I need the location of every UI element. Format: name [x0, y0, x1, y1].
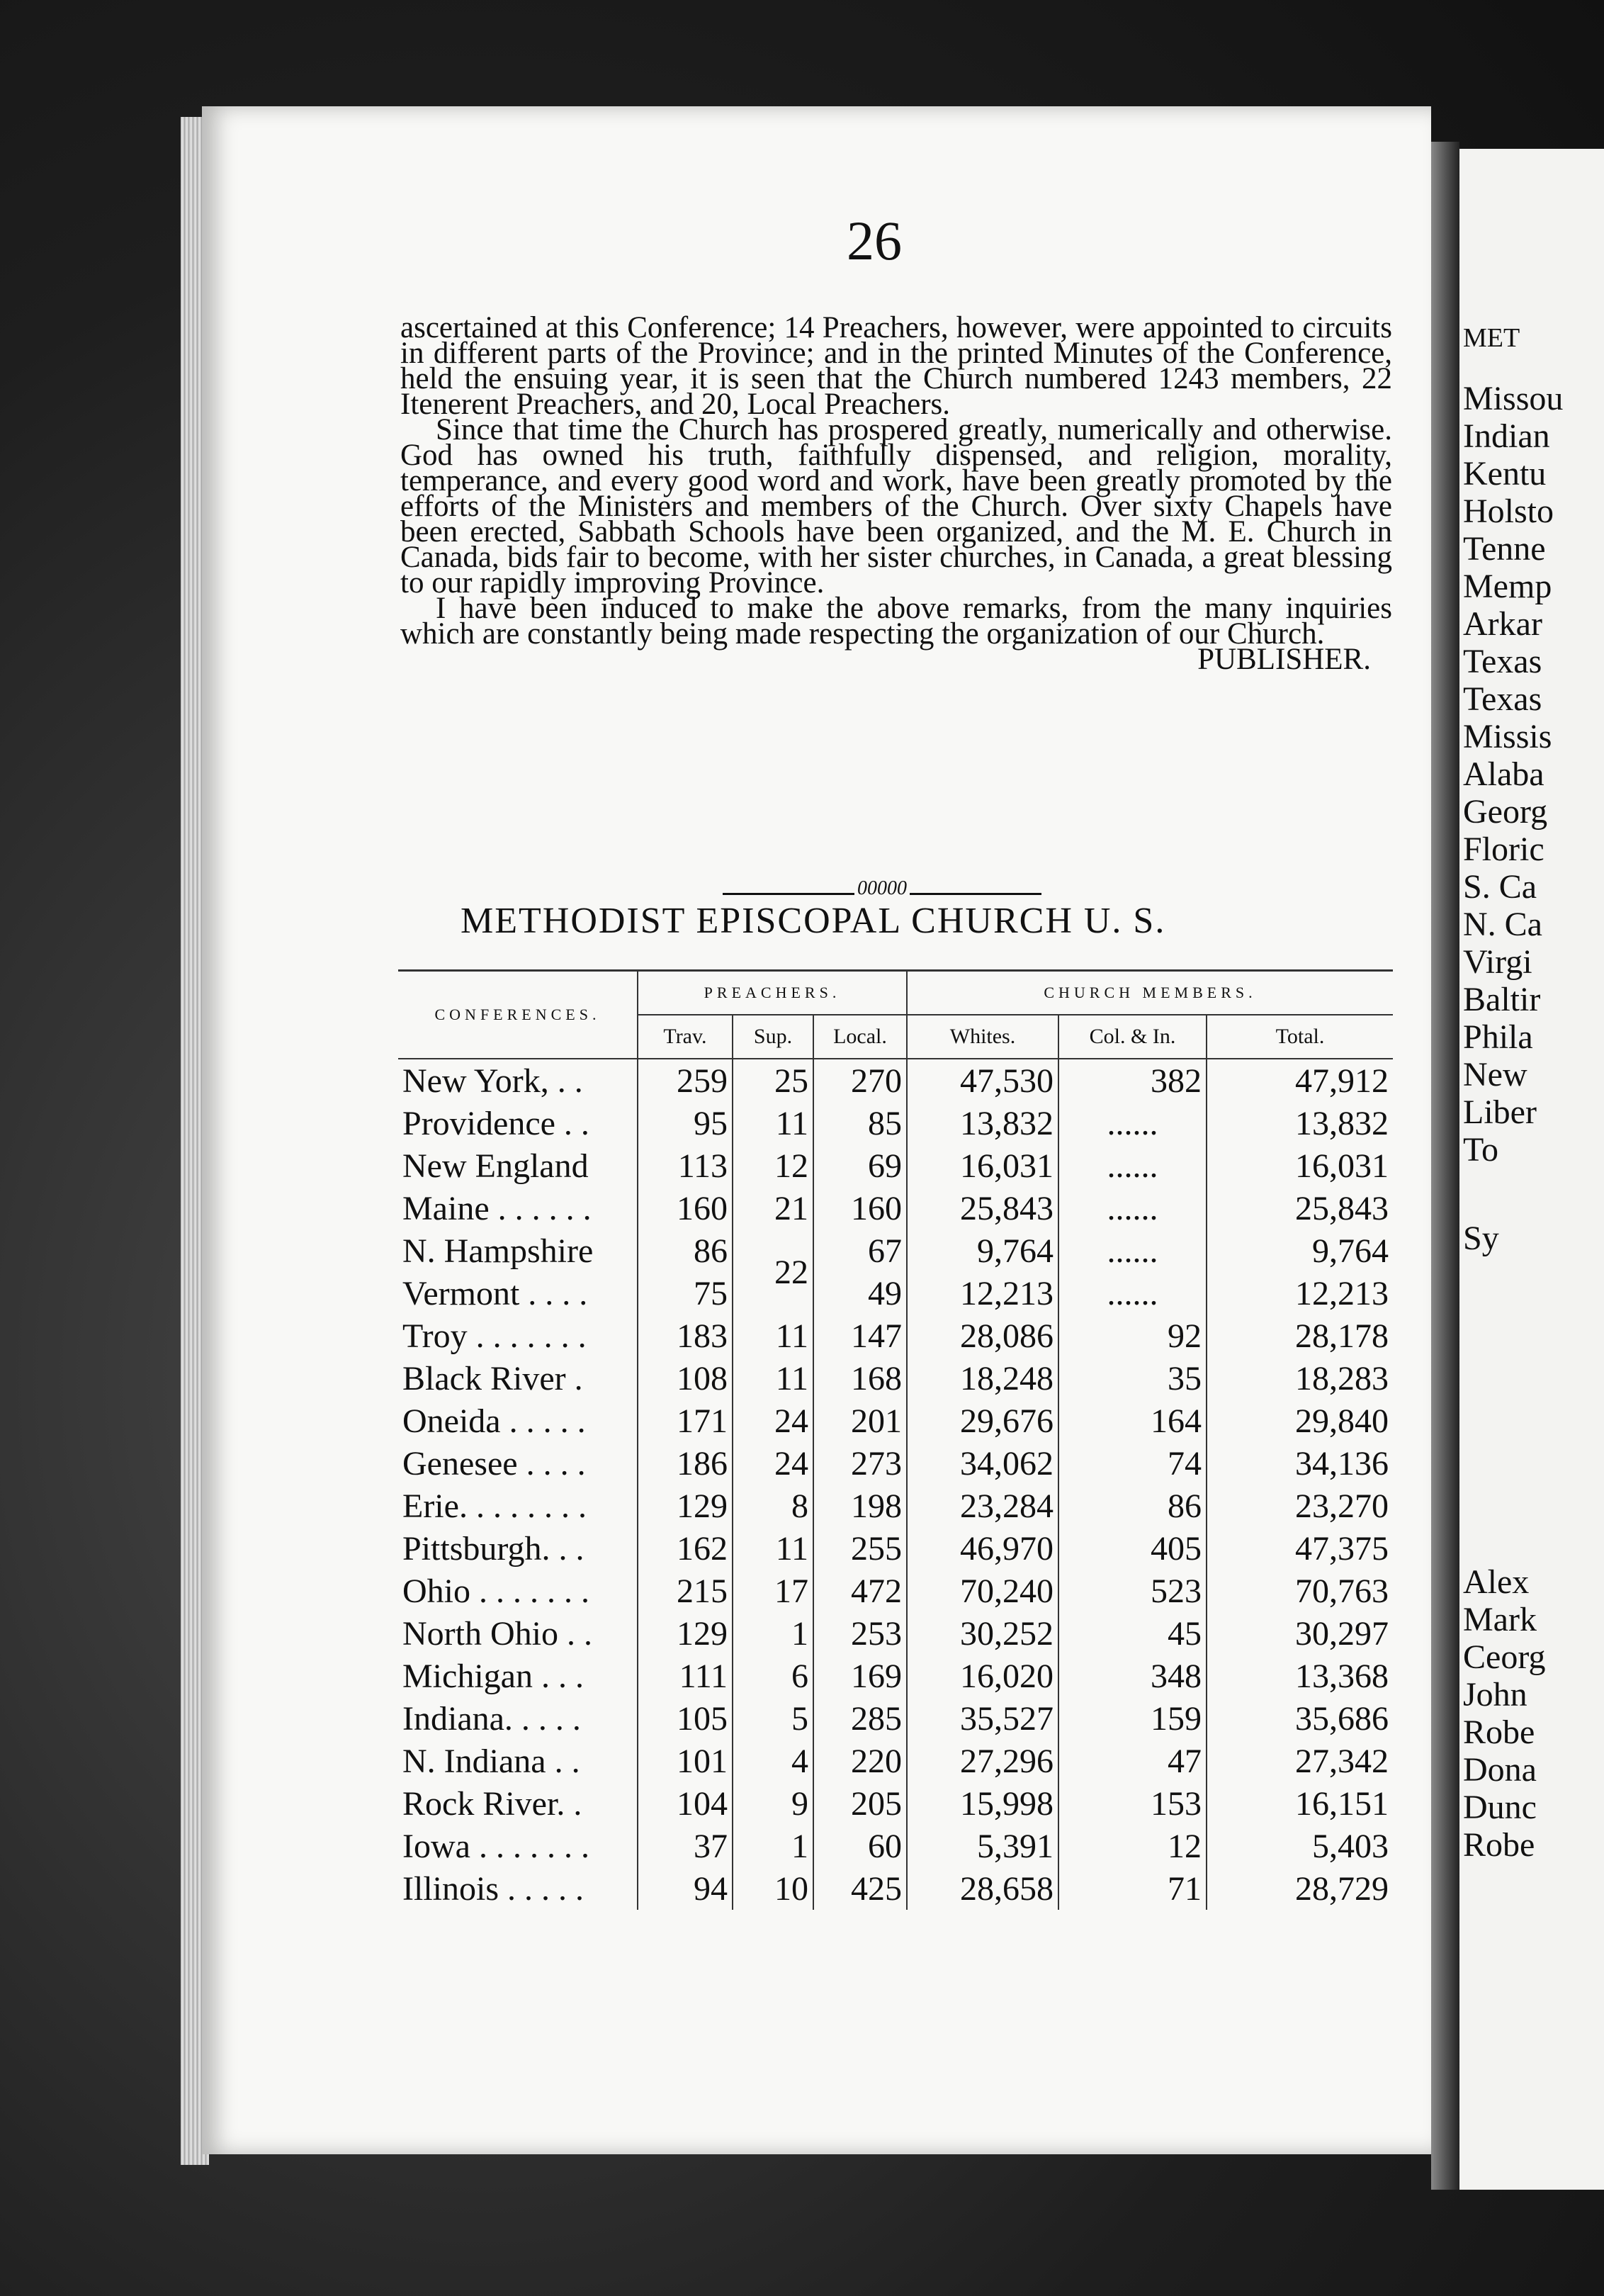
- sup-cell: 24: [733, 1400, 813, 1442]
- conference-name: Indiana. . . . .: [398, 1697, 638, 1740]
- local-cell: 60: [813, 1825, 907, 1867]
- total-cell: 70,763: [1295, 1572, 1389, 1610]
- sup-cell: 11: [733, 1357, 813, 1400]
- conference-name: Maine . . . . . .: [398, 1187, 638, 1229]
- facing-page-line: Indian: [1463, 417, 1550, 455]
- total-cell: 28,729: [1295, 1869, 1389, 1908]
- sup-cell: 11: [733, 1527, 813, 1570]
- whites-cell: 23,284: [907, 1485, 1058, 1527]
- local-cell: 425: [813, 1867, 907, 1910]
- facing-page-line: To: [1463, 1131, 1498, 1169]
- trav-cell: 94: [638, 1867, 733, 1910]
- col-in-cell: 45: [1058, 1612, 1207, 1655]
- facing-page-line: Sy: [1463, 1220, 1499, 1257]
- facing-page-line: Arkar: [1463, 605, 1542, 643]
- trav-cell: 129: [638, 1612, 733, 1655]
- col-in-cell: 92: [1058, 1315, 1207, 1357]
- col-in-cell: 382: [1058, 1059, 1207, 1102]
- table-row: [398, 1655, 1393, 1697]
- signature: PUBLISHER.: [1197, 643, 1371, 676]
- local-cell: 253: [813, 1612, 907, 1655]
- local-cell: 160: [813, 1187, 907, 1229]
- total-cell: 29,840: [1295, 1402, 1389, 1440]
- total-cell: 35,686: [1295, 1699, 1389, 1738]
- col-in-cell: 35: [1058, 1357, 1207, 1400]
- col-in-cell: ......: [1058, 1187, 1207, 1229]
- whites-cell: 12,213: [907, 1272, 1058, 1315]
- total-cell: 27,342: [1295, 1742, 1389, 1780]
- whites-cell: 27,296: [907, 1740, 1058, 1782]
- total-cell: 9,764: [1312, 1232, 1389, 1270]
- facing-page-line: Alex: [1463, 1563, 1530, 1601]
- facing-page-line: Missis: [1463, 718, 1552, 755]
- whites-cell: 35,527: [907, 1697, 1058, 1740]
- table-row: [398, 1059, 1393, 1102]
- whites-cell: 30,252: [907, 1612, 1058, 1655]
- facing-page-line: Liber: [1463, 1093, 1537, 1131]
- sup-cell: 6: [733, 1655, 813, 1697]
- col-in-cell: ......: [1058, 1102, 1207, 1144]
- whites-cell: 28,086: [907, 1315, 1058, 1357]
- table-row: [398, 1442, 1393, 1485]
- facing-page-line: Texas: [1463, 643, 1542, 680]
- local-cell: 168: [813, 1357, 907, 1400]
- sup-cell: 25: [733, 1059, 813, 1102]
- facing-page-line: S. Ca: [1463, 868, 1537, 906]
- conference-name: Michigan . . .: [398, 1655, 638, 1697]
- trav-cell: 95: [638, 1102, 733, 1144]
- conference-name: Erie. . . . . . . .: [398, 1485, 638, 1527]
- local-cell: 273: [813, 1442, 907, 1485]
- trav-cell: 259: [638, 1059, 733, 1102]
- col-in-cell: ......: [1058, 1144, 1207, 1187]
- local-cell: 220: [813, 1740, 907, 1782]
- col-in-cell: 523: [1058, 1570, 1207, 1612]
- facing-page-line: Baltir: [1463, 981, 1541, 1018]
- facing-page-line: Kentu: [1463, 455, 1547, 493]
- facing-page-line: Dunc: [1463, 1789, 1537, 1826]
- conference-name: Pittsburgh. . .: [398, 1527, 638, 1570]
- whites-cell: 5,391: [907, 1825, 1058, 1867]
- conference-name: N. Indiana . .: [398, 1740, 638, 1782]
- sup-cell: 11: [733, 1315, 813, 1357]
- trav-cell: 105: [638, 1697, 733, 1740]
- col-in-cell: 153: [1058, 1782, 1207, 1825]
- facing-page-line: Dona: [1463, 1751, 1537, 1789]
- conference-name: North Ohio . .: [398, 1612, 638, 1655]
- trav-cell: 171: [638, 1400, 733, 1442]
- local-cell: 472: [813, 1570, 907, 1612]
- whites-cell: 47,530: [907, 1059, 1058, 1102]
- trav-cell: 108: [638, 1357, 733, 1400]
- whites-cell: 46,970: [907, 1527, 1058, 1570]
- col-in-cell: 159: [1058, 1697, 1207, 1740]
- trav-cell: 160: [638, 1187, 733, 1229]
- total-cell: 25,843: [1295, 1189, 1389, 1227]
- conference-name: Genesee . . . .: [398, 1442, 638, 1485]
- sup-cell: 8: [733, 1485, 813, 1527]
- local-cell: 85: [813, 1102, 907, 1144]
- facing-page-line: Memp: [1463, 568, 1552, 605]
- paragraph-1: ascertained at this Conference; 14 Preachers, however, were appointed to circuits in different parts of the Province; and in the printed Minutes of the Conference, held the ensuing year, it is seen that the Church numbered 1243 members, 22 Itenerent Preachers, and 20, Local Preachers.: [400, 311, 1392, 421]
- trav-cell: 111: [638, 1655, 733, 1697]
- table-row: [398, 1825, 1393, 1867]
- col-in-cell: 12: [1058, 1825, 1207, 1867]
- facing-page-line: Holsto: [1463, 493, 1554, 530]
- total-cell: 28,178: [1295, 1317, 1389, 1355]
- sup-cell: 22: [733, 1229, 813, 1315]
- sup-cell: 11: [733, 1102, 813, 1144]
- total-cell: 5,403: [1312, 1827, 1389, 1865]
- conference-name: New England: [398, 1144, 638, 1187]
- local-cell: 169: [813, 1655, 907, 1697]
- divider-text: 00000: [854, 877, 910, 899]
- whites-cell: 28,658: [907, 1867, 1058, 1910]
- total-cell: 16,031: [1295, 1147, 1389, 1185]
- conference-name: Troy . . . . . . .: [398, 1315, 638, 1357]
- total-cell: 13,832: [1295, 1104, 1389, 1142]
- header-conferences: CONFERENCES.: [398, 971, 638, 1059]
- local-cell: 270: [813, 1059, 907, 1102]
- whites-cell: 70,240: [907, 1570, 1058, 1612]
- whites-cell: 15,998: [907, 1782, 1058, 1825]
- sup-cell: 9: [733, 1782, 813, 1825]
- table-row: [398, 1867, 1393, 1910]
- facing-page-line: Missou: [1463, 380, 1564, 417]
- sup-cell: 4: [733, 1740, 813, 1782]
- table-row: [398, 1782, 1393, 1825]
- header-local: Local.: [813, 1015, 907, 1059]
- trav-cell: 186: [638, 1442, 733, 1485]
- conference-name: Iowa . . . . . . .: [398, 1825, 638, 1867]
- whites-cell: 34,062: [907, 1442, 1058, 1485]
- col-in-cell: 405: [1058, 1527, 1207, 1570]
- conference-name: Ohio . . . . . . .: [398, 1570, 638, 1612]
- local-cell: 147: [813, 1315, 907, 1357]
- sup-cell: 12: [733, 1144, 813, 1187]
- conference-name: New York, . .: [398, 1059, 638, 1102]
- col-in-cell: 164: [1058, 1400, 1207, 1442]
- header-total: Total.: [1207, 1015, 1393, 1059]
- local-cell: 285: [813, 1697, 907, 1740]
- total-cell: 23,270: [1295, 1487, 1389, 1525]
- conference-name: Vermont . . . .: [398, 1272, 638, 1315]
- book-gutter: [1431, 142, 1459, 2190]
- sup-cell: 24: [733, 1442, 813, 1485]
- whites-cell: 9,764: [907, 1229, 1058, 1272]
- total-cell: 18,283: [1295, 1359, 1389, 1397]
- col-in-cell: 348: [1058, 1655, 1207, 1697]
- whites-cell: 25,843: [907, 1187, 1058, 1229]
- whites-cell: 16,031: [907, 1144, 1058, 1187]
- table-row: [398, 1612, 1393, 1655]
- facing-page-line: Mark: [1463, 1601, 1537, 1638]
- col-in-cell: ......: [1058, 1229, 1207, 1272]
- conference-name: Rock River. .: [398, 1782, 638, 1825]
- trav-cell: 86: [638, 1229, 733, 1272]
- local-cell: 255: [813, 1527, 907, 1570]
- facing-page-line: Georg: [1463, 793, 1548, 831]
- sup-cell: 17: [733, 1570, 813, 1612]
- table-row: [398, 1229, 1393, 1272]
- table-row: [398, 1740, 1393, 1782]
- body-text: [400, 311, 1392, 676]
- trav-cell: 113: [638, 1144, 733, 1187]
- sup-cell: 10: [733, 1867, 813, 1910]
- facing-page-line: John: [1463, 1676, 1527, 1713]
- paragraph-2: Since that time the Church has prospered greatly, numerically and otherwise. God has owned his truth, faithfully dispensed, and religion, morality, temperance, and every good word and work, have been greatly promoted by the efforts of the Ministers and members of the Church. Over sixty Chapels have been erected, Sabbath Schools have been organized, and the M. E. Church in Canada, bids fair to become, with her sister churches, in Canada, a great blessing to our rapidly improving Province.: [400, 413, 1392, 600]
- header-sup: Sup.: [733, 1015, 813, 1059]
- facing-page-line: Phila: [1463, 1018, 1533, 1056]
- sup-cell: 1: [733, 1825, 813, 1867]
- trav-cell: 183: [638, 1315, 733, 1357]
- trav-cell: 215: [638, 1570, 733, 1612]
- local-cell: 198: [813, 1485, 907, 1527]
- table-row: [398, 1697, 1393, 1740]
- header-whites: Whites.: [907, 1015, 1058, 1059]
- table-title: METHODIST EPISCOPAL CHURCH U. S.: [461, 901, 1166, 941]
- trav-cell: 101: [638, 1740, 733, 1782]
- trav-cell: 129: [638, 1485, 733, 1527]
- local-cell: 49: [813, 1272, 907, 1315]
- col-in-cell: ......: [1058, 1272, 1207, 1315]
- col-in-cell: 86: [1058, 1485, 1207, 1527]
- header-preachers: PREACHERS.: [638, 971, 907, 1015]
- trav-cell: 162: [638, 1527, 733, 1570]
- sup-cell: 1: [733, 1612, 813, 1655]
- sup-cell: 5: [733, 1697, 813, 1740]
- table-row: [398, 1485, 1393, 1527]
- paragraph-3: I have been induced to make the above remarks, from the many inquiries which are constantly being made respecting the organization of our Church.: [400, 592, 1392, 651]
- local-cell: 205: [813, 1782, 907, 1825]
- whites-cell: 18,248: [907, 1357, 1058, 1400]
- total-cell: 12,213: [1295, 1274, 1389, 1312]
- sup-cell: 21: [733, 1187, 813, 1229]
- table-row: [398, 1527, 1393, 1570]
- local-cell: 69: [813, 1144, 907, 1187]
- total-cell: 30,297: [1295, 1614, 1389, 1653]
- trav-cell: 37: [638, 1825, 733, 1867]
- trav-cell: 75: [638, 1272, 733, 1315]
- whites-cell: 16,020: [907, 1655, 1058, 1697]
- header-col-in: Col. & In.: [1058, 1015, 1207, 1059]
- conference-name: Black River .: [398, 1357, 638, 1400]
- local-cell: 67: [813, 1229, 907, 1272]
- facing-page-line: MET: [1463, 323, 1520, 353]
- trav-cell: 104: [638, 1782, 733, 1825]
- facing-page-line: Robe: [1463, 1826, 1535, 1864]
- whites-cell: 13,832: [907, 1102, 1058, 1144]
- table-row: [398, 1570, 1393, 1612]
- col-in-cell: 71: [1058, 1867, 1207, 1910]
- total-cell: 47,375: [1295, 1529, 1389, 1568]
- col-in-cell: 47: [1058, 1740, 1207, 1782]
- conference-name: N. Hampshire: [398, 1229, 638, 1272]
- total-cell: 47,912: [1295, 1062, 1389, 1100]
- conference-name: Illinois . . . . .: [398, 1867, 638, 1910]
- table-row: [398, 1187, 1393, 1229]
- table-row: [398, 1400, 1393, 1442]
- table-row: [398, 1272, 1393, 1315]
- facing-page-line: Robe: [1463, 1713, 1535, 1751]
- table-row: [398, 1102, 1393, 1144]
- table-row: [398, 1315, 1393, 1357]
- total-cell: 13,368: [1295, 1657, 1389, 1695]
- local-cell: 201: [813, 1400, 907, 1442]
- statistics-table: [398, 969, 1393, 1910]
- facing-page-line: Virgi: [1463, 943, 1532, 981]
- col-in-cell: 74: [1058, 1442, 1207, 1485]
- facing-page-line: Alaba: [1463, 755, 1544, 793]
- conference-name: Oneida . . . . .: [398, 1400, 638, 1442]
- total-cell: 16,151: [1295, 1784, 1389, 1823]
- facing-page-line: Texas: [1463, 680, 1542, 718]
- facing-page-line: Floric: [1463, 831, 1544, 868]
- facing-page-line: N. Ca: [1463, 906, 1542, 943]
- header-church-members: CHURCH MEMBERS.: [907, 971, 1393, 1015]
- header-trav: Trav.: [638, 1015, 733, 1059]
- table-row: [398, 1357, 1393, 1400]
- facing-page-line: Tenne: [1463, 530, 1546, 568]
- facing-page-line: New: [1463, 1056, 1527, 1093]
- total-cell: 34,136: [1295, 1444, 1389, 1482]
- whites-cell: 29,676: [907, 1400, 1058, 1442]
- facing-page-line: Ceorg: [1463, 1638, 1546, 1676]
- conference-name: Providence . .: [398, 1102, 638, 1144]
- page-number: 26: [847, 210, 902, 271]
- table-row: [398, 1144, 1393, 1187]
